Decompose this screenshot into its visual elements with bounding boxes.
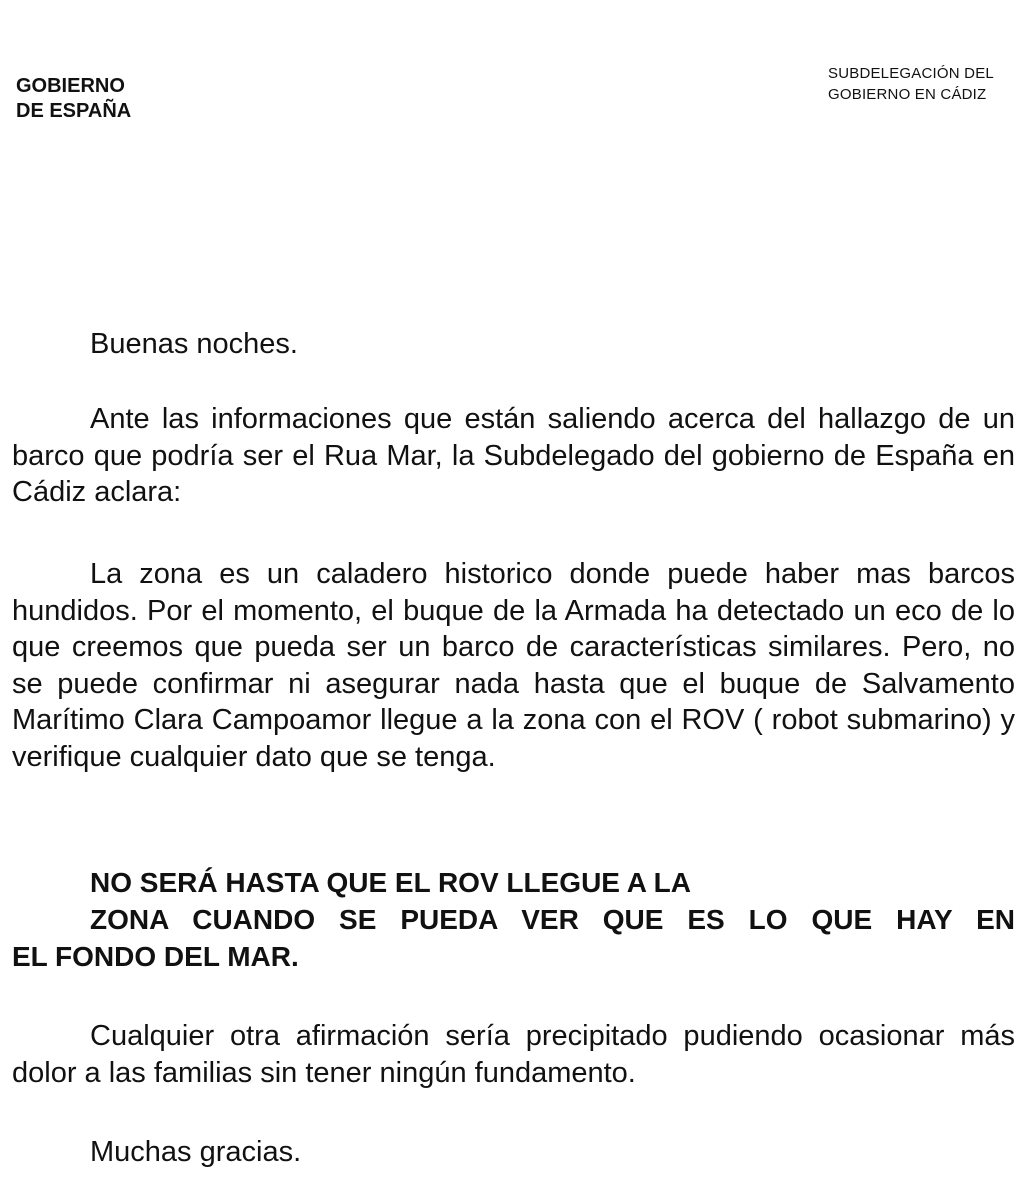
emphasis-line-2: ZONA CUANDO SE PUEDA VER QUE ES LO QUE HAY EN <box>90 904 1015 935</box>
paragraph-1-block <box>12 401 1015 511</box>
emphasis-line-1: NO SERÁ HASTA QUE EL ROV LLEGUE A LA <box>90 867 692 898</box>
paragraph-2-block <box>12 556 1015 775</box>
header-right-line-1: SUBDELEGACIÓN DEL <box>828 65 994 82</box>
header-right-line-2: GOBIERNO EN CÁDIZ <box>828 86 987 103</box>
paragraph-2: La zona es un caladero historico donde puede haber mas barcos hundidos. Por el momento, el buque de la Armada ha detectado un eco de lo que creemos que pueda ser un barco de características similares. Pero, no se puede confirmar ni asegurar nada hasta que el buque de Salvamento Marítimo Clara Campoamor llegue a la zona con el ROV ( robot submarino) y verifique cualquier dato que se tenga. <box>12 558 1015 773</box>
paragraph-3-block <box>12 1018 1015 1091</box>
government-logo-text <box>16 74 131 124</box>
header-left-line-2: DE ESPAÑA <box>16 100 132 122</box>
closing-block <box>12 1134 1015 1171</box>
greeting-block <box>12 326 1015 363</box>
emphasis-block <box>12 864 1015 975</box>
subdelegation-header <box>828 63 994 105</box>
greeting: Buenas noches. <box>90 328 298 360</box>
paragraph-1: Ante las informaciones que están saliendo acerca del hallazgo de un barco que podría ser el Rua Mar, la Subdelegado del gobierno de España en Cádiz aclara: <box>12 403 1015 508</box>
emphasis-line-3: EL FONDO DEL MAR. <box>12 941 299 972</box>
header-left-line-1: GOBIERNO <box>16 75 125 97</box>
closing: Muchas gracias. <box>90 1136 302 1168</box>
paragraph-3: Cualquier otra afirmación sería precipitado pudiendo ocasionar más dolor a las familias sin tener ningún fundamento. <box>12 1020 1015 1089</box>
